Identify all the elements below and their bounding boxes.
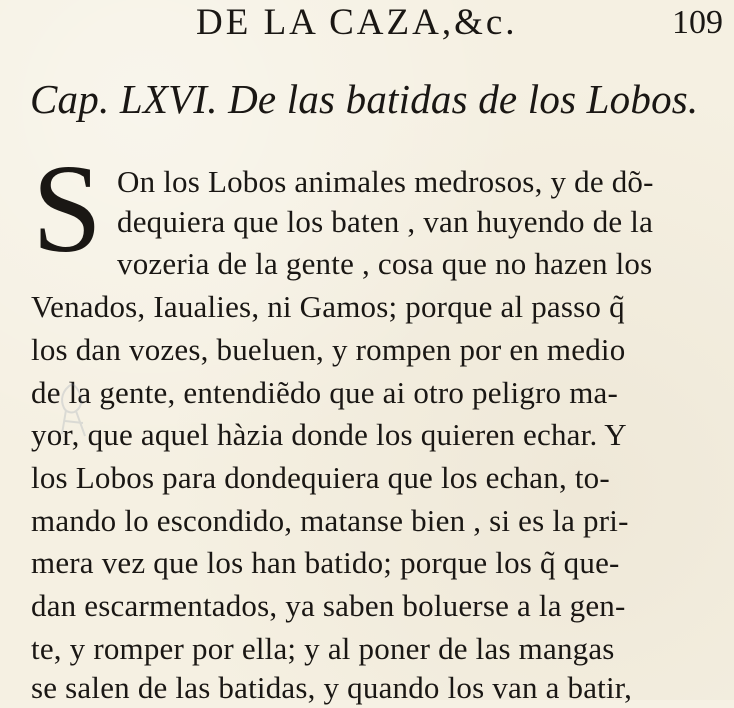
text-line: mera vez que los han batido; porque los q̃ que- [31, 545, 620, 580]
drop-cap: S [31, 140, 103, 279]
page-number: 109 [672, 4, 723, 41]
text-line: vozeria de la gente , cosa que no hazen los [117, 246, 653, 281]
text-line: los dan vozes, bueluen, y rompen por en medio [31, 332, 626, 367]
text-line: los Lobos para dondequiera que los echan, to- [31, 460, 610, 495]
running-head: DE LA CAZA,&c. [196, 2, 518, 43]
text-line: yor, que aquel hàzia donde los quieren echar. Y [31, 417, 627, 452]
faint-stamp-icon [52, 380, 94, 442]
text-line: Venados, Iaualies, ni Gamos; porque al passo q̃ [31, 289, 625, 324]
text-line: On los Lobos animales medrosos, y de dõ- [117, 164, 654, 199]
text-line: se salen de las batidas, y quando los van a batir, [31, 670, 633, 705]
chapter-title: Cap. LXVI. De las batidas de los Lobos. [30, 76, 699, 122]
text-line: de la gente, entendiẽdo que ai otro peligro ma- [31, 375, 618, 410]
text-line: te, y romper por ella; y al poner de las mangas [31, 631, 615, 666]
text-line: dequiera que los baten , van huyendo de la [117, 204, 654, 239]
text-line: mando lo escondido, matanse bien , si es la pri- [31, 503, 629, 538]
text-line: dan escarmentados, ya saben boluerse a la gen- [31, 588, 626, 623]
